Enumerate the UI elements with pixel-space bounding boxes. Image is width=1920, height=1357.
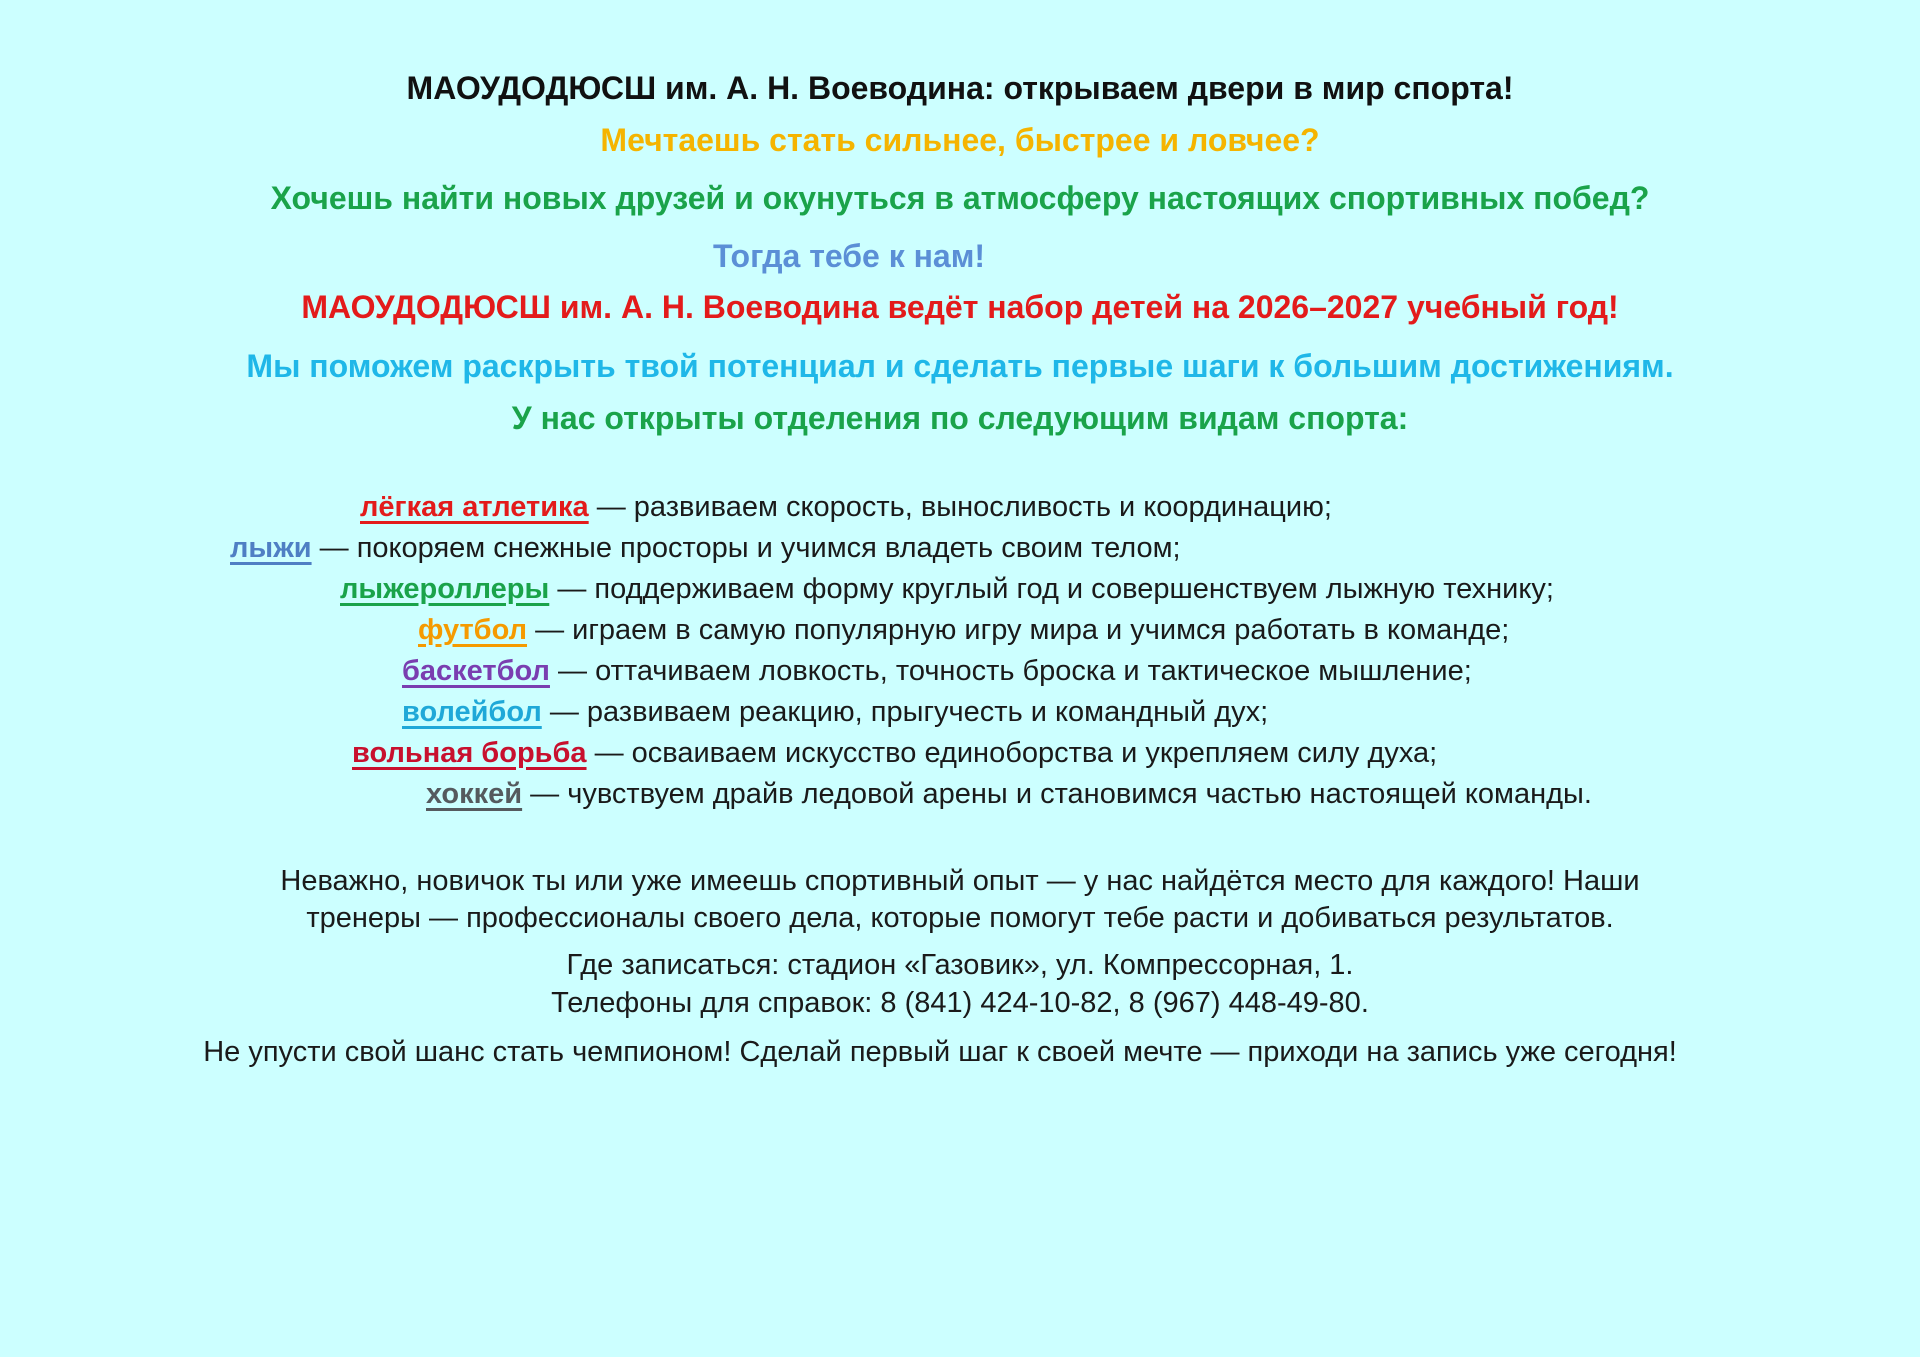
sport-description: — развиваем реакцию, прыгучесть и командный дух; [541,696,1269,728]
sport-item-hockey [426,776,1592,812]
sport-item-skiing [230,530,1181,566]
address-text: Где записаться: стадион «Газовик», ул. Компрессорная, 1. [566,949,1354,981]
sport-description: — покоряем снежные просторы и учимся владеть своим телом; [311,532,1181,564]
enrollment-announcement: МАОУДОДЮСШ им. А. Н. Воеводина ведёт набор детей на 2026–2027 учебный год! [301,289,1619,325]
help-text: Мы поможем раскрыть твой потенциал и сделать первые шаги к большим достижениям. [246,348,1674,384]
sport-link-rollerski[interactable]: лыжероллеры [340,573,550,605]
sport-item-athletics [360,489,1332,525]
sport-item-football [418,612,1509,648]
sport-link-wrestling[interactable]: вольная борьба [352,737,587,769]
paragraph-line-2: тренеры — профессионалы своего дела, которые помогут тебе расти и добиваться результатов. [306,902,1614,934]
paragraph-line-1: Неважно, новичок ты или уже имеешь спортивный опыт — у нас найдётся место для каждого! Наши [280,865,1640,897]
sport-link-athletics[interactable]: лёгкая атлетика [360,491,589,523]
sport-item-basketball [402,653,1472,689]
question-friends: Хочешь найти новых друзей и окунуться в атмосферу настоящих спортивных побед? [270,180,1650,216]
phones-text: Телефоны для справок: 8 (841) 424-10-82, 8 (967) 448-49-80. [551,987,1369,1019]
sport-description: — осваиваем искусство единоборства и укрепляем силу духа; [586,737,1438,769]
sport-item-rollerski [340,571,1554,607]
sport-link-hockey[interactable]: хоккей [426,778,523,810]
sport-link-skiing[interactable]: лыжи [230,532,312,564]
sport-link-basketball[interactable]: баскетбол [402,655,550,687]
sport-description: — оттачиваем ловкость, точность броска и тактическое мышление; [549,655,1472,687]
sport-description: — поддерживаем форму круглый год и совершенствуем лыжную технику; [549,573,1554,605]
sport-description: — чувствуем драйв ледовой арены и становимся частью настоящей команды. [522,778,1592,810]
invite-text: Тогда тебе к нам! [713,238,986,274]
sport-description: — развиваем скорость, выносливость и координацию; [588,491,1332,523]
page-title: МАОУДОДЮСШ им. А. Н. Воеводина: открываем двери в мир спорта! [406,70,1514,106]
sport-item-volleyball [402,694,1268,730]
question-stronger: Мечтаешь стать сильнее, быстрее и ловчее? [600,122,1320,158]
sport-description: — играем в самую популярную игру мира и учимся работать в команде; [527,614,1510,646]
closing-text: Не упусти свой шанс стать чемпионом! Сделай первый шаг к своей мечте — приходи на запись уже сегодня! [203,1036,1677,1068]
sport-link-volleyball[interactable]: волейбол [402,696,542,728]
departments-intro: У нас открыты отделения по следующим видам спорта: [511,400,1409,436]
sport-link-football[interactable]: футбол [418,614,528,646]
sport-item-wrestling [352,735,1437,771]
